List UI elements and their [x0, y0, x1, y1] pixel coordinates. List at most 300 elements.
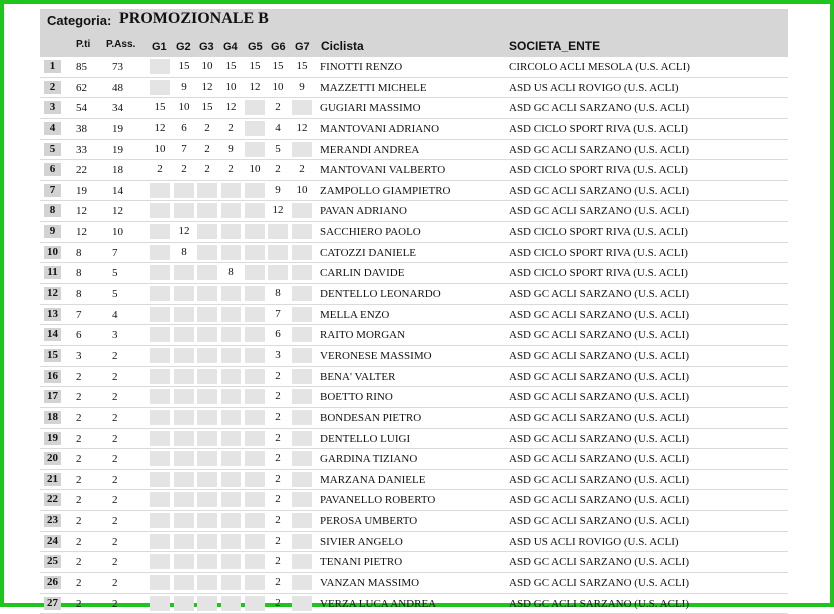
stage-g1-cell	[150, 286, 170, 301]
rider-name-cell: BOETTO RINO	[320, 391, 393, 404]
rider-name-cell: VERONESE MASSIMO	[320, 349, 432, 362]
points-cell: 8	[76, 267, 82, 280]
rider-name-cell: MANTOVANI VALBERTO	[320, 164, 446, 177]
stage-g3-cell	[197, 451, 217, 466]
col-header-pass: P.Ass.	[106, 39, 136, 50]
rider-name-cell: BONDESAN PIETRO	[320, 411, 422, 424]
rider-name-cell: DENTELLO LUIGI	[320, 432, 411, 445]
stage-g5-cell	[245, 348, 265, 363]
club-cell: ASD GC ACLI SARZANO (U.S. ACLI)	[509, 349, 689, 362]
col-header-g7: G7	[295, 41, 310, 53]
stage-g7-cell	[292, 369, 312, 384]
club-cell: ASD US ACLI ROVIGO (U.S. ACLI)	[509, 535, 679, 548]
pass-cell: 2	[112, 597, 118, 610]
stage-g4-cell	[221, 410, 241, 425]
rider-name-cell: FINOTTI RENZO	[320, 61, 403, 73]
rank-cell: 13	[44, 308, 61, 321]
stage-g1-cell	[150, 534, 170, 549]
stage-g1-cell	[150, 80, 170, 95]
stage-g6-cell: 2	[275, 534, 281, 547]
table-body	[40, 57, 788, 614]
stage-g6-cell: 12	[272, 204, 284, 217]
stage-g3-cell	[197, 389, 217, 404]
rank-cell: 16	[44, 370, 61, 383]
pass-cell: 19	[112, 122, 123, 135]
club-cell: ASD CICLO SPORT RIVA (U.S. ACLI)	[509, 226, 688, 239]
stage-g3-cell	[197, 410, 217, 425]
col-header-g6: G6	[271, 41, 286, 53]
stage-g2-cell: 10	[178, 101, 190, 114]
stage-g4-cell	[221, 492, 241, 507]
table-row	[40, 429, 788, 450]
points-cell: 8	[76, 288, 82, 301]
rider-name-cell: CATOZZI DANIELE	[320, 246, 417, 259]
pass-cell: 2	[112, 453, 118, 466]
stage-g3-cell: 2	[204, 142, 210, 155]
stage-g1-cell	[150, 492, 170, 507]
rank-cell: 3	[44, 101, 61, 114]
stage-g7-cell	[292, 142, 312, 157]
stage-g7-cell	[292, 203, 312, 218]
points-cell: 54	[76, 102, 87, 115]
points-cell: 2	[76, 370, 82, 383]
stage-g7-cell	[292, 245, 312, 260]
stage-g2-cell	[174, 348, 194, 363]
stage-g2-cell: 15	[178, 60, 190, 72]
stage-g6-cell: 2	[275, 555, 281, 568]
stage-g2-cell	[174, 369, 194, 384]
stage-g1-cell	[150, 245, 170, 260]
points-cell: 85	[76, 61, 87, 73]
stage-g5-cell	[245, 554, 265, 569]
stage-g7-cell: 9	[299, 80, 305, 93]
points-cell: 19	[76, 184, 87, 197]
table-row	[40, 325, 788, 346]
stage-g3-cell	[197, 554, 217, 569]
category-label: Categoria:	[47, 13, 112, 28]
rank-cell: 19	[44, 432, 61, 445]
stage-g1-cell	[150, 307, 170, 322]
table-row	[40, 408, 788, 429]
rider-name-cell: TENANI PIETRO	[320, 556, 403, 569]
stage-g4-cell	[221, 513, 241, 528]
rider-name-cell: SACCHIERO PAOLO	[320, 226, 421, 239]
stage-g1-cell	[150, 327, 170, 342]
points-cell: 2	[76, 391, 82, 404]
stage-g3-cell	[197, 348, 217, 363]
stage-g5-cell	[245, 389, 265, 404]
stage-g4-cell	[221, 534, 241, 549]
rider-name-cell: SIVIER ANGELO	[320, 535, 403, 548]
pass-cell: 2	[112, 494, 118, 507]
points-cell: 62	[76, 81, 87, 94]
pass-cell: 4	[112, 308, 118, 321]
rider-name-cell: RAITO MORGAN	[320, 329, 406, 342]
stage-g6-cell: 2	[275, 514, 281, 527]
stage-g6-cell: 2	[275, 101, 281, 114]
col-header-g5: G5	[248, 41, 263, 53]
points-cell: 7	[76, 308, 82, 321]
points-cell: 2	[76, 432, 82, 445]
rank-cell: 27	[44, 597, 61, 610]
stage-g3-cell: 2	[204, 163, 210, 176]
points-cell: 2	[76, 535, 82, 548]
stage-g7-cell	[292, 348, 312, 363]
stage-g1-cell	[150, 575, 170, 590]
stage-g2-cell	[174, 596, 194, 611]
stage-g4-cell	[221, 596, 241, 611]
pass-cell: 73	[112, 61, 123, 73]
stage-g4-cell	[221, 327, 241, 342]
stage-g3-cell	[197, 224, 217, 239]
stage-g4-cell	[221, 389, 241, 404]
stage-g4-cell	[221, 307, 241, 322]
club-cell: ASD GC ACLI SARZANO (U.S. ACLI)	[509, 143, 689, 156]
stage-g6-cell: 15	[272, 60, 284, 72]
points-cell: 8	[76, 246, 82, 259]
rider-name-cell: DENTELLO LEONARDO	[320, 288, 441, 301]
table-row	[40, 201, 788, 222]
stage-g7-cell	[292, 472, 312, 487]
pass-cell: 2	[112, 577, 118, 590]
club-cell: ASD CICLO SPORT RIVA (U.S. ACLI)	[509, 267, 688, 280]
stage-g2-cell	[174, 307, 194, 322]
stage-g3-cell: 10	[201, 60, 213, 72]
rider-name-cell: MANTOVANI ADRIANO	[320, 122, 440, 135]
rider-name-cell: CARLIN DAVIDE	[320, 267, 405, 280]
stage-g2-cell	[174, 451, 194, 466]
table-row	[40, 181, 788, 202]
points-cell: 22	[76, 164, 87, 177]
stage-g4-cell: 2	[228, 121, 234, 134]
stage-g2-cell	[174, 183, 194, 198]
col-header-g3: G3	[199, 41, 214, 53]
stage-g5-cell	[245, 142, 265, 157]
rank-cell: 21	[44, 473, 61, 486]
stage-g2-cell	[174, 534, 194, 549]
rank-cell: 9	[44, 225, 61, 238]
col-header-g2: G2	[176, 41, 191, 53]
stage-g2-cell: 12	[178, 225, 190, 238]
club-cell: ASD GC ACLI SARZANO (U.S. ACLI)	[509, 494, 689, 507]
club-cell: ASD CICLO SPORT RIVA (U.S. ACLI)	[509, 164, 688, 177]
rank-cell: 15	[44, 349, 61, 362]
col-header-g4: G4	[223, 41, 238, 53]
points-cell: 2	[76, 453, 82, 466]
pass-cell: 5	[112, 267, 118, 280]
rank-cell: 26	[44, 576, 61, 589]
rider-name-cell: MAZZETTI MICHELE	[320, 81, 427, 94]
stage-g4-cell	[221, 472, 241, 487]
stage-g2-cell: 7	[181, 142, 187, 155]
rider-name-cell: PAVANELLO ROBERTO	[320, 494, 436, 507]
stage-g6-cell: 3	[275, 348, 281, 361]
stage-g3-cell	[197, 472, 217, 487]
stage-g3-cell	[197, 513, 217, 528]
stage-g1-cell	[150, 265, 170, 280]
points-cell: 6	[76, 329, 82, 342]
stage-g6-cell: 2	[275, 410, 281, 423]
rank-cell: 1	[44, 60, 61, 73]
club-cell: ASD GC ACLI SARZANO (U.S. ACLI)	[509, 556, 689, 569]
table-row	[40, 263, 788, 284]
stage-g3-cell	[197, 596, 217, 611]
stage-g5-cell	[245, 265, 265, 280]
stage-g7-cell	[292, 431, 312, 446]
stage-g4-cell	[221, 286, 241, 301]
pass-cell: 34	[112, 102, 123, 115]
pass-cell: 2	[112, 432, 118, 445]
table-row	[40, 98, 788, 119]
stage-g6-cell: 2	[275, 493, 281, 506]
stage-g6-cell: 7	[275, 307, 281, 320]
stage-g7-cell	[292, 596, 312, 611]
stage-g6-cell: 2	[275, 596, 281, 609]
stage-g4-cell	[221, 575, 241, 590]
stage-g1-cell	[150, 554, 170, 569]
stage-g7-cell: 10	[296, 183, 308, 196]
stage-g4-cell: 9	[228, 142, 234, 155]
rank-cell: 4	[44, 122, 61, 135]
club-cell: ASD GC ACLI SARZANO (U.S. ACLI)	[509, 577, 689, 590]
table-row	[40, 532, 788, 553]
stage-g4-cell: 15	[225, 60, 237, 72]
rank-cell: 22	[44, 493, 61, 506]
stage-g7-cell	[292, 410, 312, 425]
rank-cell: 18	[44, 411, 61, 424]
rank-cell: 17	[44, 390, 61, 403]
stage-g2-cell	[174, 410, 194, 425]
stage-g2-cell	[174, 389, 194, 404]
table-row	[40, 119, 788, 140]
stage-g1-cell	[150, 451, 170, 466]
pass-cell: 2	[112, 391, 118, 404]
stage-g3-cell	[197, 286, 217, 301]
stage-g1-cell	[150, 431, 170, 446]
stage-g6-cell: 2	[275, 431, 281, 444]
rider-name-cell: MELLA ENZO	[320, 308, 390, 321]
table-row	[40, 573, 788, 594]
stage-g7-cell	[292, 575, 312, 590]
points-cell: 38	[76, 122, 87, 135]
stage-g2-cell	[174, 431, 194, 446]
stage-g3-cell	[197, 183, 217, 198]
stage-g1-cell	[150, 472, 170, 487]
club-cell: ASD GC ACLI SARZANO (U.S. ACLI)	[509, 184, 689, 197]
stage-g4-cell	[221, 348, 241, 363]
stage-g1-cell	[150, 513, 170, 528]
rider-name-cell: VERZA LUCA ANDREA	[320, 597, 437, 610]
stage-g3-cell	[197, 575, 217, 590]
stage-g1-cell	[150, 389, 170, 404]
stage-g6-cell: 8	[275, 287, 281, 300]
stage-g5-cell	[245, 203, 265, 218]
stage-g2-cell	[174, 265, 194, 280]
club-cell: ASD GC ACLI SARZANO (U.S. ACLI)	[509, 308, 689, 321]
points-cell: 2	[76, 556, 82, 569]
rank-cell: 12	[44, 287, 61, 300]
table-row	[40, 243, 788, 264]
stage-g4-cell	[221, 183, 241, 198]
club-cell: ASD GC ACLI SARZANO (U.S. ACLI)	[509, 102, 689, 115]
club-cell: ASD GC ACLI SARZANO (U.S. ACLI)	[509, 432, 689, 445]
stage-g6-cell: 2	[275, 163, 281, 176]
stage-g5-cell	[245, 183, 265, 198]
stage-g2-cell	[174, 575, 194, 590]
points-cell: 12	[76, 226, 87, 239]
stage-g5-cell	[245, 307, 265, 322]
stage-g6-cell: 4	[275, 121, 281, 134]
stage-g7-cell	[292, 451, 312, 466]
stage-g1-cell: 2	[157, 163, 163, 176]
stage-g5-cell	[245, 327, 265, 342]
points-cell: 2	[76, 411, 82, 424]
points-cell: 33	[76, 143, 87, 156]
stage-g4-cell	[221, 451, 241, 466]
points-cell: 2	[76, 577, 82, 590]
stage-g3-cell	[197, 492, 217, 507]
stage-g6-cell: 2	[275, 452, 281, 465]
stage-g6-cell: 2	[275, 472, 281, 485]
stage-g7-cell	[292, 513, 312, 528]
stage-g7-cell: 2	[299, 163, 305, 176]
stage-g3-cell: 15	[201, 101, 213, 114]
stage-g6-cell	[268, 245, 288, 260]
points-cell: 3	[76, 349, 82, 362]
stage-g2-cell	[174, 286, 194, 301]
category-name: PROMOZIONALE B	[119, 10, 269, 27]
stage-g2-cell: 2	[181, 163, 187, 176]
stage-g5-cell	[245, 575, 265, 590]
club-cell: ASD US ACLI ROVIGO (U.S. ACLI)	[509, 81, 679, 94]
col-header-club: SOCIETA_ENTE	[509, 39, 601, 53]
points-cell: 2	[76, 494, 82, 507]
stage-g4-cell	[221, 203, 241, 218]
club-cell: ASD GC ACLI SARZANO (U.S. ACLI)	[509, 370, 689, 383]
stage-g6-cell: 5	[275, 142, 281, 155]
stage-g4-cell	[221, 369, 241, 384]
table-row	[40, 140, 788, 161]
club-cell: ASD GC ACLI SARZANO (U.S. ACLI)	[509, 288, 689, 301]
stage-g6-cell: 2	[275, 576, 281, 589]
stage-g2-cell: 6	[181, 121, 187, 134]
table-row	[40, 490, 788, 511]
stage-g5-cell	[245, 596, 265, 611]
stage-g2-cell	[174, 472, 194, 487]
club-cell: CIRCOLO ACLI MESOLA (U.S. ACLI)	[509, 61, 690, 73]
table-row	[40, 222, 788, 243]
stage-g4-cell: 8	[228, 266, 234, 279]
stage-g6-cell: 9	[275, 183, 281, 196]
table-header	[40, 9, 788, 57]
rank-cell: 11	[44, 266, 61, 279]
stage-g4-cell	[221, 431, 241, 446]
rider-name-cell: GARDINA TIZIANO	[320, 453, 418, 466]
stage-g6-cell: 2	[275, 369, 281, 382]
stage-g3-cell: 2	[204, 121, 210, 134]
pass-cell: 19	[112, 143, 123, 156]
stage-g1-cell	[150, 410, 170, 425]
table-row	[40, 346, 788, 367]
stage-g4-cell: 10	[225, 80, 237, 93]
col-header-rider: Ciclista	[321, 39, 364, 53]
club-cell: ASD GC ACLI SARZANO (U.S. ACLI)	[509, 329, 689, 342]
rider-name-cell: PEROSA UMBERTO	[320, 515, 418, 528]
stage-g5-cell: 12	[249, 80, 261, 93]
stage-g2-cell	[174, 513, 194, 528]
stage-g5-cell: 10	[249, 163, 261, 176]
rider-name-cell: MERANDI ANDREA	[320, 143, 420, 156]
stage-g7-cell	[292, 286, 312, 301]
pass-cell: 7	[112, 246, 118, 259]
rider-name-cell: MARZANA DANIELE	[320, 473, 426, 486]
points-cell: 2	[76, 597, 82, 610]
table-row	[40, 78, 788, 99]
rank-cell: 10	[44, 246, 61, 259]
stage-g4-cell: 12	[225, 101, 237, 114]
rank-cell: 6	[44, 163, 61, 176]
stage-g1-cell: 15	[154, 101, 166, 114]
club-cell: ASD GC ACLI SARZANO (U.S. ACLI)	[509, 411, 689, 424]
pass-cell: 10	[112, 226, 123, 239]
standings-table	[40, 9, 788, 614]
rider-name-cell: GUGIARI MASSIMO	[320, 102, 421, 115]
rank-cell: 24	[44, 535, 61, 548]
stage-g1-cell	[150, 596, 170, 611]
rank-cell: 8	[44, 204, 61, 217]
club-cell: ASD GC ACLI SARZANO (U.S. ACLI)	[509, 453, 689, 466]
stage-g1-cell	[150, 203, 170, 218]
stage-g6-cell	[268, 224, 288, 239]
pass-cell: 2	[112, 535, 118, 548]
table-row	[40, 552, 788, 573]
table-row	[40, 160, 788, 181]
stage-g4-cell: 2	[228, 163, 234, 176]
stage-g5-cell	[245, 286, 265, 301]
stage-g1-cell	[150, 224, 170, 239]
stage-g7-cell	[292, 389, 312, 404]
stage-g3-cell	[197, 203, 217, 218]
stage-g5-cell	[245, 224, 265, 239]
stage-g2-cell: 9	[181, 80, 187, 93]
stage-g6-cell: 10	[272, 80, 284, 93]
stage-g7-cell: 12	[296, 121, 308, 134]
pass-cell: 2	[112, 411, 118, 424]
stage-g5-cell	[245, 100, 265, 115]
stage-g7-cell: 15	[296, 60, 308, 72]
pass-cell: 2	[112, 556, 118, 569]
stage-g7-cell	[292, 224, 312, 239]
rank-cell: 5	[44, 143, 61, 156]
stage-g2-cell	[174, 554, 194, 569]
stage-g7-cell	[292, 534, 312, 549]
stage-g3-cell: 12	[201, 80, 213, 93]
stage-g5-cell	[245, 121, 265, 136]
club-cell: ASD GC ACLI SARZANO (U.S. ACLI)	[509, 473, 689, 486]
col-header-points: P.ti	[76, 39, 91, 50]
pass-cell: 2	[112, 370, 118, 383]
table-row	[40, 511, 788, 532]
stage-g4-cell	[221, 224, 241, 239]
rider-name-cell: ZAMPOLLO GIAMPIETRO	[320, 184, 451, 197]
club-cell: ASD CICLO SPORT RIVA (U.S. ACLI)	[509, 122, 688, 135]
rank-cell: 23	[44, 514, 61, 527]
stage-g1-cell	[150, 183, 170, 198]
table-row	[40, 305, 788, 326]
table-row	[40, 284, 788, 305]
table-row	[40, 594, 788, 614]
stage-g2-cell: 8	[181, 245, 187, 258]
